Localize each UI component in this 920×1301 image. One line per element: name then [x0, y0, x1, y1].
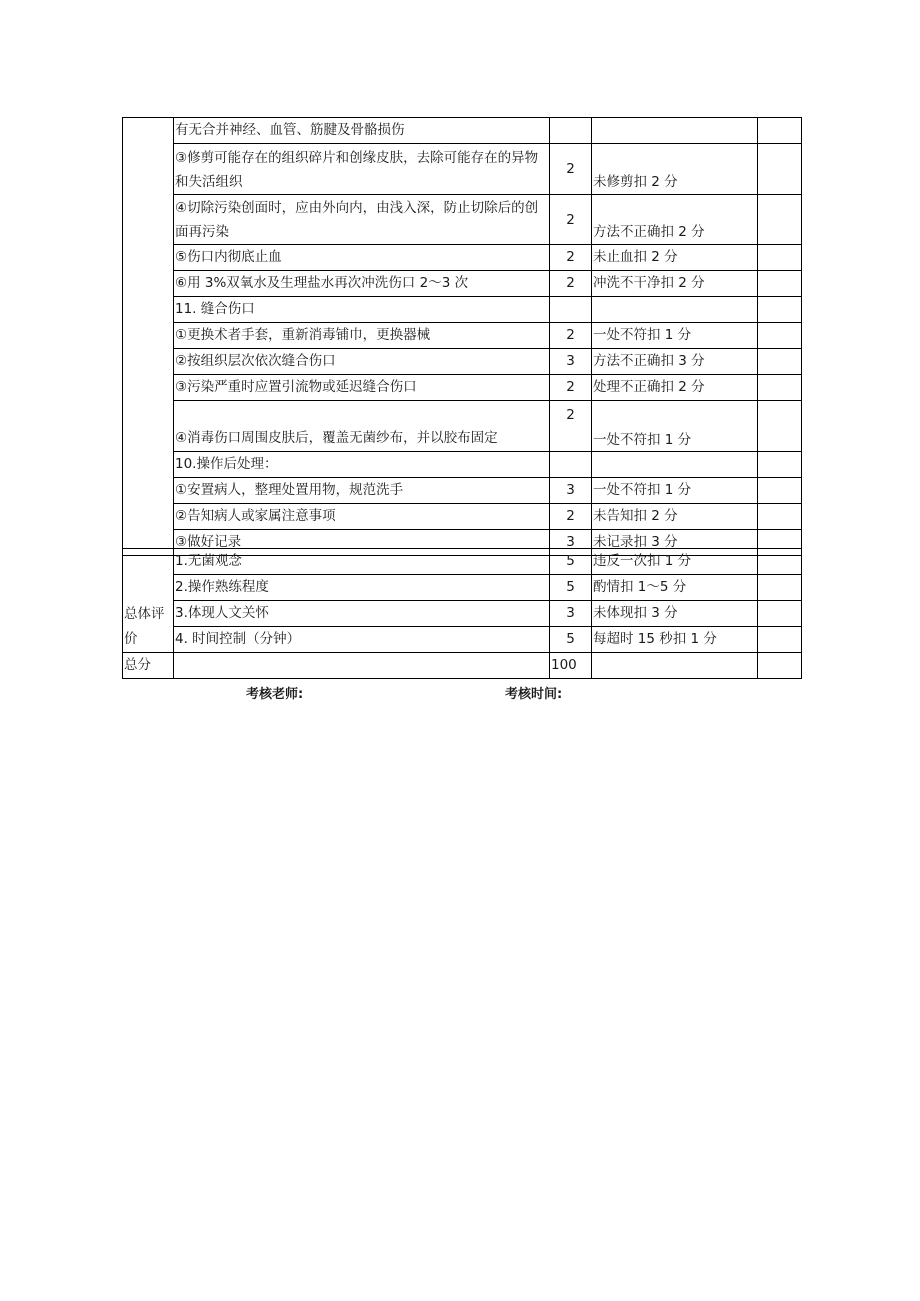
- deduction-note: [592, 118, 758, 144]
- score-value: [550, 297, 592, 323]
- deduction-note: 未止血扣 2 分: [592, 245, 758, 271]
- overall-category-label: 总体评价: [123, 549, 174, 653]
- table-row: [123, 349, 802, 375]
- score-value: 3: [550, 349, 592, 375]
- item-text: ⑥用 3%双氧水及生理盐水再次冲洗伤口 2～3 次: [174, 271, 550, 297]
- score-value: [550, 452, 592, 478]
- item-text: 11. 缝合伤口: [174, 297, 550, 323]
- table-row: [123, 452, 802, 478]
- score-value: 3: [550, 478, 592, 504]
- deduction-note: [592, 452, 758, 478]
- category-cell-empty: [123, 118, 174, 556]
- deduction-note: 一处不符扣 1 分: [592, 478, 758, 504]
- deduction-note: 处理不正确扣 2 分: [592, 375, 758, 401]
- deduction-note: 一处不符扣 1 分: [592, 401, 758, 452]
- deduction-note: 未记录扣 3 分: [592, 530, 758, 556]
- item-text: ③污染严重时应置引流物或延迟缝合伤口: [174, 375, 550, 401]
- item-text: ②按组织层次依次缝合伤口: [174, 349, 550, 375]
- remark-cell: [758, 401, 802, 452]
- item-text: ②告知病人或家属注意事项: [174, 504, 550, 530]
- table-row: [123, 195, 802, 245]
- table-row: [123, 504, 802, 530]
- remark-cell: [758, 195, 802, 245]
- item-text: ③做好记录: [174, 530, 550, 556]
- remark-cell: [758, 452, 802, 478]
- score-value: 2: [550, 245, 592, 271]
- table-row: [123, 144, 802, 195]
- item-text: ①更换术者手套，重新消毒铺巾，更换器械: [174, 323, 550, 349]
- table-row: [123, 478, 802, 504]
- item-text: 有无合并神经、血管、筋腱及骨骼损伤: [174, 118, 550, 144]
- table-row: [123, 575, 802, 601]
- deduction-note: 冲洗不干净扣 2 分: [592, 271, 758, 297]
- score-value: 2: [550, 504, 592, 530]
- deduction-note: 每超时 15 秒扣 1 分: [592, 627, 758, 653]
- remark-cell: [758, 601, 802, 627]
- remark-cell: [758, 297, 802, 323]
- deduction-note: 酌情扣 1～5 分: [592, 575, 758, 601]
- score-value: [550, 118, 592, 144]
- remark-cell: [758, 323, 802, 349]
- score-value: 2: [550, 323, 592, 349]
- score-value: 2: [550, 375, 592, 401]
- table-row: [123, 601, 802, 627]
- exam-time-label: 考核时间:: [505, 687, 563, 702]
- examiner-label: 考核老师:: [246, 687, 304, 702]
- remark-cell: [758, 504, 802, 530]
- total-label: 总分: [123, 653, 174, 679]
- item-text: ④切除污染创面时，应由外向内，由浅入深，防止切除后的创面再污染: [174, 195, 550, 245]
- score-value: 2: [550, 401, 592, 452]
- table-row: [123, 297, 802, 323]
- item-text: 4. 时间控制（分钟）: [174, 627, 550, 653]
- table-row: [123, 627, 802, 653]
- deduction-note: 方法不正确扣 2 分: [592, 195, 758, 245]
- remark-cell: [758, 478, 802, 504]
- remark-cell: [758, 375, 802, 401]
- item-text: 1.无菌观念: [174, 549, 550, 575]
- deduction-note: [592, 653, 758, 679]
- remark-cell: [758, 144, 802, 195]
- remark-cell: [758, 627, 802, 653]
- table-row: [123, 245, 802, 271]
- deduction-note: 一处不符扣 1 分: [592, 323, 758, 349]
- remark-cell: [758, 245, 802, 271]
- item-text: 10.操作后处理：: [174, 452, 550, 478]
- table-row: [123, 118, 802, 144]
- item-text: 2.操作熟练程度: [174, 575, 550, 601]
- table-row: [123, 549, 802, 575]
- deduction-note: 违反一次扣 1 分: [592, 549, 758, 575]
- item-text: [174, 653, 550, 679]
- item-text: ⑤伤口内彻底止血: [174, 245, 550, 271]
- score-value: 5: [550, 549, 592, 575]
- remark-cell: [758, 118, 802, 144]
- item-text: ①安置病人，整理处置用物，规范洗手: [174, 478, 550, 504]
- score-value: 3: [550, 530, 592, 556]
- overall-table: [122, 548, 802, 679]
- table-row: [123, 271, 802, 297]
- scoring-table: [122, 117, 802, 556]
- score-value: 2: [550, 195, 592, 245]
- table-row: [123, 323, 802, 349]
- remark-cell: [758, 349, 802, 375]
- score-value: 2: [550, 271, 592, 297]
- remark-cell: [758, 271, 802, 297]
- score-value: 2: [550, 144, 592, 195]
- score-value: 3: [550, 601, 592, 627]
- remark-cell: [758, 575, 802, 601]
- deduction-note: 方法不正确扣 3 分: [592, 349, 758, 375]
- table-row: [123, 375, 802, 401]
- item-text: 3.体现人文关怀: [174, 601, 550, 627]
- total-score: 100: [550, 653, 592, 679]
- item-text: ③修剪可能存在的组织碎片和创缘皮肤，去除可能存在的异物和失活组织: [174, 144, 550, 195]
- remark-cell: [758, 653, 802, 679]
- table-row: [123, 401, 802, 452]
- deduction-note: 未体现扣 3 分: [592, 601, 758, 627]
- item-text: ④消毒伤口周围皮肤后，覆盖无菌纱布，并以胶布固定: [174, 401, 550, 452]
- remark-cell: [758, 549, 802, 575]
- deduction-note: 未修剪扣 2 分: [592, 144, 758, 195]
- score-value: 5: [550, 575, 592, 601]
- score-value: 5: [550, 627, 592, 653]
- deduction-note: [592, 297, 758, 323]
- total-row: [123, 653, 802, 679]
- deduction-note: 未告知扣 2 分: [592, 504, 758, 530]
